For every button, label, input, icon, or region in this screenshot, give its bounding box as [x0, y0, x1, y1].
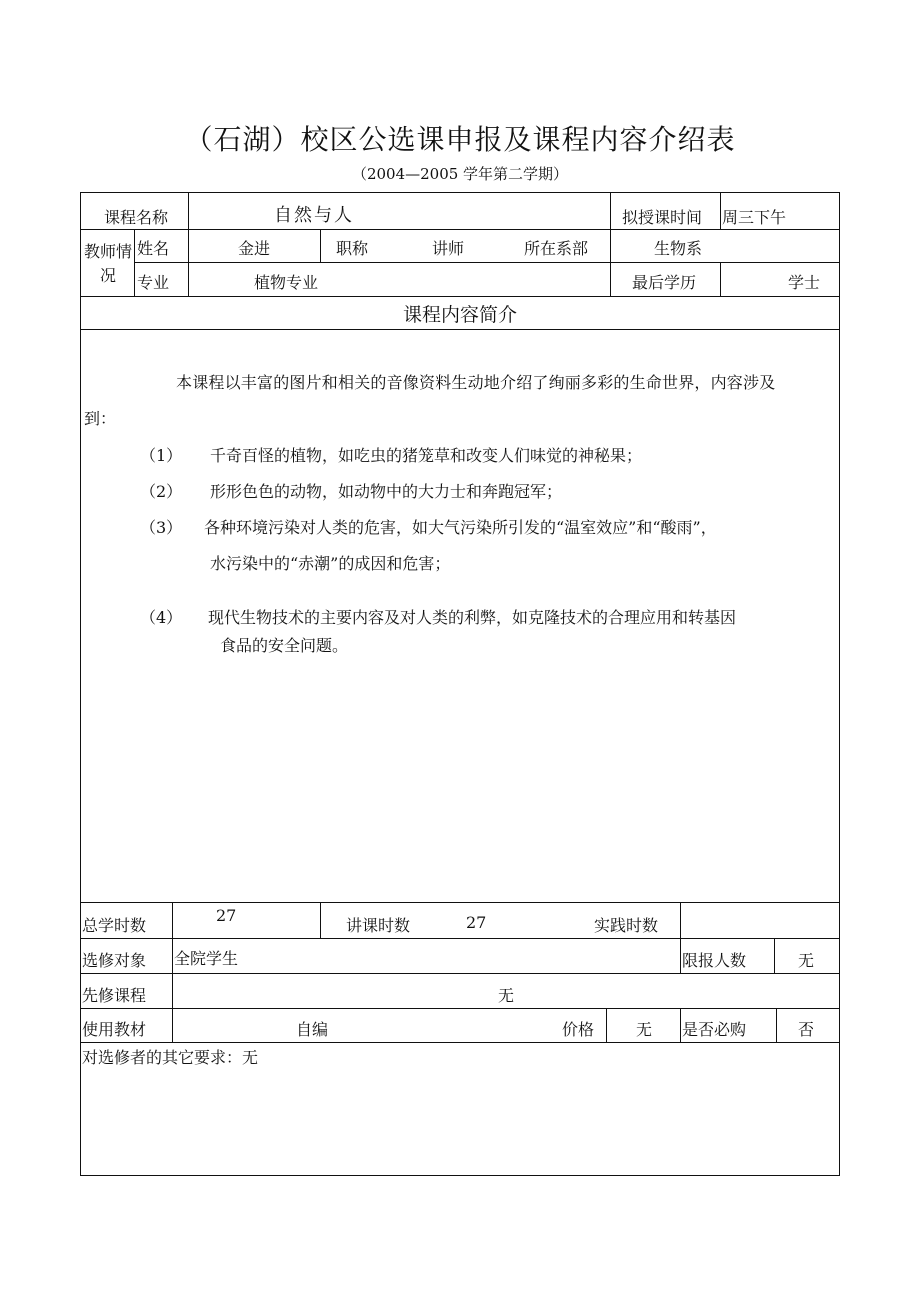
row-divider	[80, 973, 840, 974]
col-divider	[320, 902, 321, 938]
page-title: （石湖）校区公选课申报及课程内容介绍表	[184, 123, 736, 156]
teacher-degree-value: 学士	[788, 273, 821, 292]
col-divider	[320, 229, 321, 262]
other-requirements: 对选修者的其它要求：无	[82, 1048, 259, 1067]
total-hours-value: 27	[216, 906, 237, 925]
teacher-name-value: 金进	[238, 239, 271, 258]
row-divider	[80, 329, 840, 330]
row-divider	[80, 229, 840, 230]
row-divider	[134, 262, 840, 263]
prereq-label: 先修课程	[82, 986, 147, 1005]
col-divider	[188, 192, 189, 296]
content-item-number: （4）	[140, 608, 183, 627]
content-item-text: 千奇百怪的植物，如吃虫的猪笼草和改变人们味觉的神秘果；	[210, 446, 643, 465]
col-divider	[172, 902, 173, 1042]
content-header: 课程内容简介	[402, 304, 517, 326]
row-divider	[80, 938, 840, 939]
content-item-text: 形形色色的动物，如动物中的大力士和奔跑冠军；	[210, 482, 563, 501]
content-item-text: 各种环境污染对人类的危害，如大气污染所引发的“温室效应”和“酸雨”，	[204, 518, 717, 537]
target-label: 选修对象	[82, 951, 147, 970]
lecture-hours-label: 讲课时数	[346, 916, 411, 935]
total-hours-label: 总学时数	[82, 916, 147, 935]
course-time-label: 拟授课时间	[622, 208, 703, 227]
semester-subtitle: （2004—2005 学年第二学期）	[351, 165, 569, 183]
content-item-number: （2）	[140, 482, 183, 501]
price-value: 无	[636, 1020, 653, 1039]
lecture-hours-value: 27	[466, 913, 487, 932]
content-intro-cont: 到：	[84, 409, 117, 428]
teacher-name-label: 姓名	[137, 239, 170, 258]
content-intro: 本课程以丰富的图片和相关的音像资料生动地介绍了绚丽多彩的生命世界，内容涉及	[176, 373, 776, 392]
teacher-rank-label: 职称	[336, 239, 369, 258]
content-item-number: （3）	[140, 518, 183, 537]
col-divider	[680, 902, 681, 973]
col-divider	[774, 938, 775, 973]
col-divider	[720, 192, 721, 229]
row-divider	[80, 1042, 840, 1043]
row-divider	[80, 902, 840, 903]
price-label: 价格	[562, 1020, 595, 1039]
target-value: 全院学生	[174, 949, 239, 968]
teacher-dept-value: 生物系	[654, 239, 703, 258]
enrollment-limit-label: 限报人数	[682, 951, 747, 970]
textbook-label: 使用教材	[82, 1020, 147, 1039]
course-name-value: 自然与人	[274, 205, 354, 226]
enrollment-limit-value: 无	[798, 951, 815, 970]
col-divider	[606, 1008, 607, 1042]
teacher-major-label: 专业	[137, 273, 170, 292]
required-purchase-value: 否	[798, 1020, 815, 1039]
required-purchase-label: 是否必购	[682, 1020, 747, 1039]
col-divider	[134, 229, 135, 296]
col-divider	[610, 192, 611, 296]
col-divider	[776, 1008, 777, 1042]
content-item-text: 现代生物技术的主要内容及对人类的利弊，如克隆技术的合理应用和转基因	[208, 608, 737, 627]
prereq-value: 无	[498, 986, 515, 1005]
textbook-value: 自编	[296, 1020, 329, 1039]
practice-hours-label: 实践时数	[594, 916, 659, 935]
course-name-label: 课程名称	[104, 208, 169, 227]
col-divider	[720, 262, 721, 296]
teacher-dept-label: 所在系部	[524, 239, 589, 258]
teacher-section-label: 教师情况	[83, 242, 132, 285]
content-item-text: 水污染中的“赤潮”的成因和危害；	[210, 554, 451, 573]
col-divider	[680, 1008, 681, 1042]
teacher-degree-label: 最后学历	[632, 273, 697, 292]
teacher-major-value: 植物专业	[254, 273, 319, 292]
teacher-rank-value: 讲师	[432, 239, 465, 258]
content-item-number: （1）	[140, 446, 183, 465]
row-divider	[80, 1008, 840, 1009]
content-item-text: 食品的安全问题。	[220, 636, 349, 655]
row-divider	[80, 296, 840, 297]
course-time-value: 周三下午	[722, 208, 787, 227]
